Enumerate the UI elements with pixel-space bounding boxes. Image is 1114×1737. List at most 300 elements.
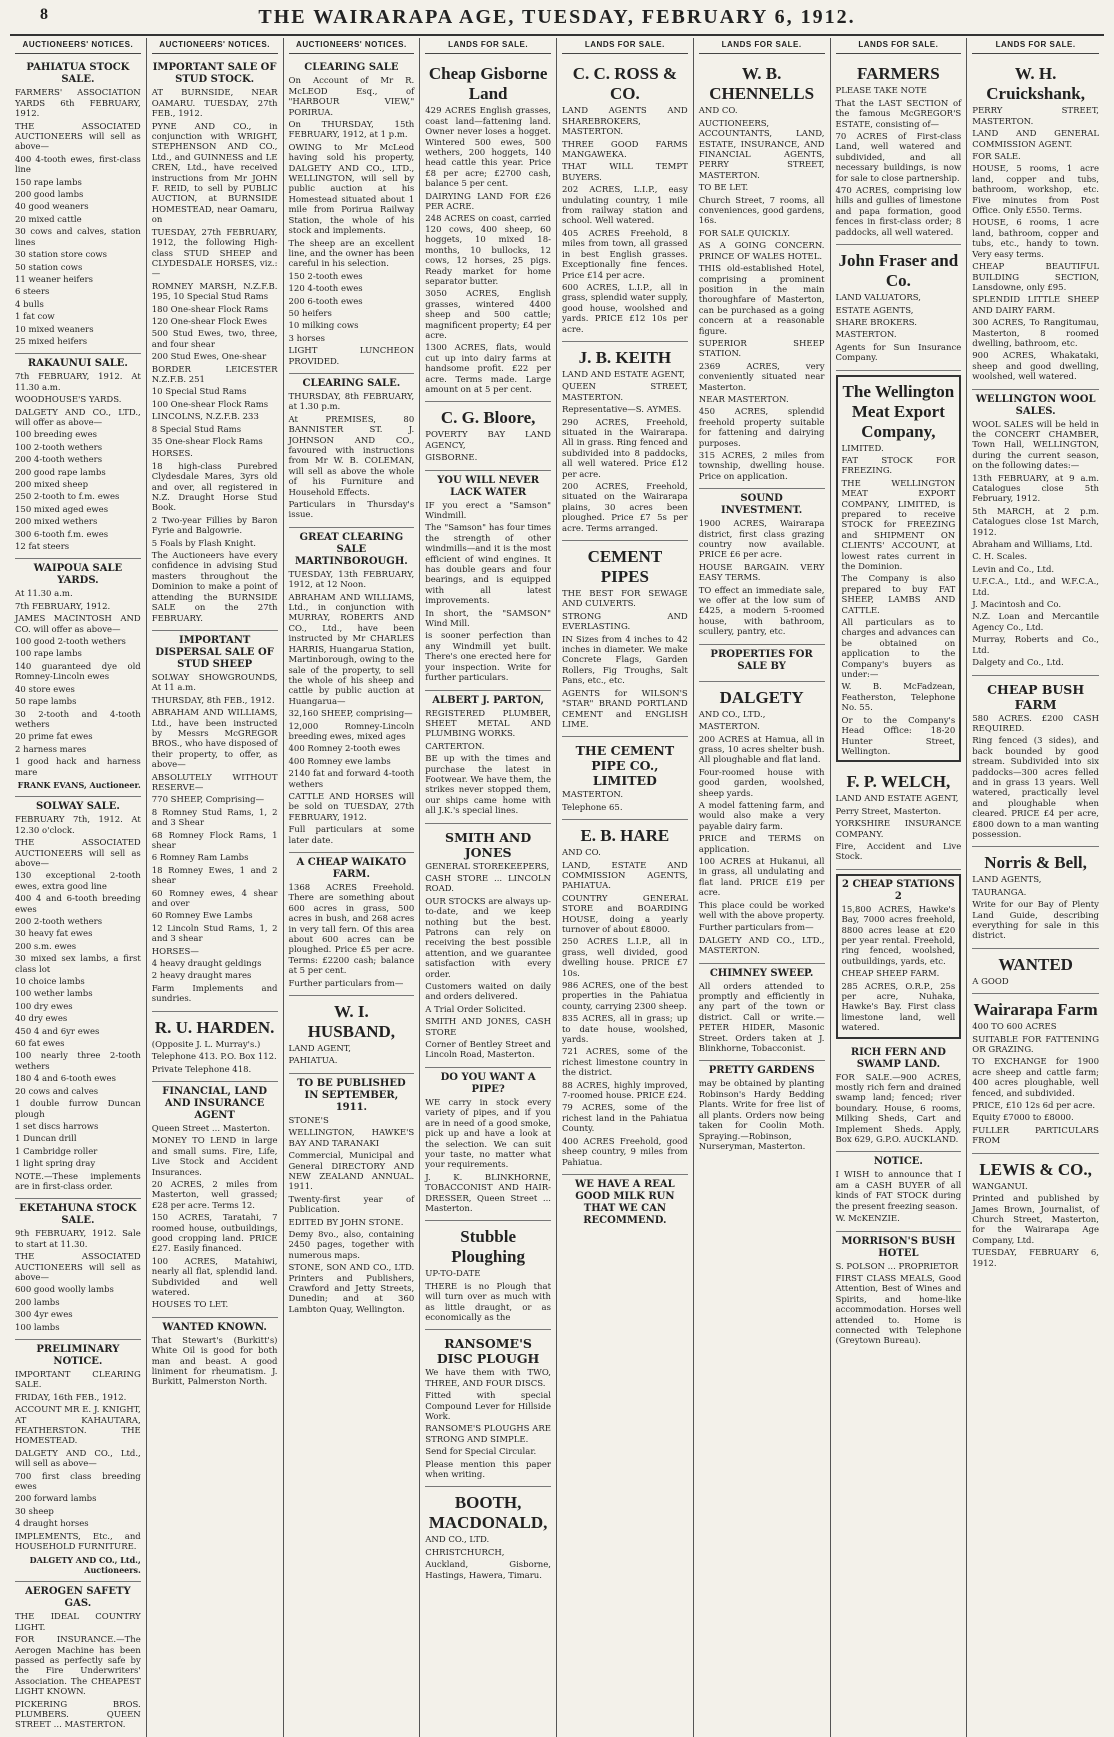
ad-text: PYNE AND CO., in conjunction with WRIGHT, STEPHENSON AND CO., Ltd., and GUINNESS and LE CREN, Ltd., have received instructions from Mr JOHN F. REID, to sell by PUBLIC AUCTION, at BURNSIDE HOMESTEAD, near Oamaru, on bbox=[151, 121, 278, 226]
ad-title: Norris & Bell, bbox=[984, 853, 1087, 873]
ad-title: THE CEMENT PIPE CO., LIMITED bbox=[575, 743, 675, 789]
ad-title: NOTICE. bbox=[873, 1156, 923, 1168]
ad-text: The sheep are an excellent line, and the owner has been careful in his selection. bbox=[288, 238, 415, 270]
ad-text: 200 ACRES at Hamua, all in grass, 10 acres shelter bush. All ploughable and flat land. bbox=[698, 734, 825, 766]
ad-text: UP-TO-DATE bbox=[425, 1269, 481, 1280]
ad-text: We have them with TWO, THREE, AND FOUR DISCS. bbox=[425, 1368, 551, 1389]
ad-text: Corner of Bentley Street and Lincoln Road, Masterton. bbox=[425, 1040, 551, 1061]
ad-title: J. B. KEITH bbox=[578, 347, 672, 367]
ad-text: 200 6-tooth ewes bbox=[288, 296, 363, 307]
ad-text: 700 first class breeding ewes bbox=[15, 1471, 141, 1493]
column-heading: AUCTIONEERS' NOTICES. bbox=[15, 38, 141, 54]
ad-text: Four-roomed house with good garden, woolshed, sheep yards. bbox=[698, 767, 825, 799]
ad-text: 10 choice lambs bbox=[15, 977, 85, 988]
ad-title: R. U. HARDEN. bbox=[154, 1017, 275, 1037]
ad-text: LAND AND ESTATE AGENT, bbox=[562, 369, 686, 380]
ad-text: 200 ACRES, Freehold, situated on the Wairarapa plains, 30 acres been ploughed. Price £7 5s per acre. Terms arranged. bbox=[562, 482, 688, 534]
ad-text: PICKERING BROS. PLUMBERS. QUEEN STREET ... MASTERTON. bbox=[15, 1699, 141, 1731]
ad-text: (Opposite J. L. Murray's.) bbox=[151, 1039, 261, 1050]
ad-text: 300 ACRES, To Rangitumau, Masterton, 8 roomed dwelling, bathroom, etc. bbox=[972, 318, 1099, 349]
ad-text: NEAR MASTERTON. bbox=[698, 394, 789, 405]
advertisement bbox=[289, 853, 415, 996]
ad-text: TO EXCHANGE for 1900 acre sheep and cattle farm; 400 acres ploughable, well fenced, and subdivided. bbox=[972, 1057, 1099, 1099]
ad-text: MONEY TO LEND in large and small sums. Fire, Life, Live Stock and Accident Insurances. bbox=[151, 1136, 278, 1178]
ad-text: In short, the "SAMSON" Wind Mill. bbox=[425, 608, 551, 630]
ad-title: A CHEAP WAIKATO FARM. bbox=[296, 857, 407, 880]
advertisement bbox=[836, 375, 962, 763]
ad-text: REGISTERED PLUMBER, SHEET METAL AND PLUMBING WORKS. bbox=[425, 708, 551, 740]
ad-title: Cheap Gisborne Land bbox=[428, 64, 548, 104]
ad-text: THE ASSOCIATED AUCTIONEERS will sell as above— bbox=[15, 1252, 141, 1283]
advertisement bbox=[425, 691, 551, 824]
ad-text: FULLER PARTICULARS FROM bbox=[972, 1125, 1099, 1147]
ad-text: 12 fat steers bbox=[15, 542, 70, 553]
ad-text: 835 ACRES, all in grass; up to date house, woolshed, yards. bbox=[562, 1014, 688, 1046]
ad-text: NOTE.—These implements are in first-class order. bbox=[15, 1171, 141, 1192]
ad-text: WE carry in stock every variety of pipes, and if you are in need of a good smoke, pick up and have a look at the selection. We can suit your taste, no matter what your requirements. bbox=[425, 1097, 551, 1171]
ad-text: 300 4yr ewes bbox=[15, 1310, 73, 1321]
masthead-rule bbox=[10, 34, 1104, 36]
column-2 bbox=[147, 38, 284, 1737]
advertisement bbox=[562, 342, 688, 541]
ad-text: TO BE LET. bbox=[698, 183, 749, 194]
ad-text: SOLWAY SHOWGROUNDS, At 11 a.m. bbox=[151, 672, 278, 694]
ad-title: ALBERT J. PARTON, bbox=[432, 694, 544, 706]
ad-text: 3 horses bbox=[288, 333, 326, 344]
ad-text: Perry Street, Masterton. bbox=[835, 806, 942, 817]
ad-text: 100 nearly three 2-tooth wethers bbox=[15, 1051, 141, 1072]
ad-title: CHEAP BUSH FARM bbox=[987, 681, 1085, 712]
ad-title: SMITH AND JONES bbox=[445, 829, 532, 860]
ad-text: 1 Duncan drill bbox=[15, 1134, 77, 1145]
ad-text: FOR SALE QUICKLY. bbox=[698, 228, 790, 239]
ad-text: 600 good woolly lambs bbox=[15, 1285, 114, 1296]
ad-text: 150 ACRES, Taratahi, 7 roomed house, outbuildings, good cropping land. PRICE £27. Easily financed. bbox=[151, 1213, 278, 1255]
advertisement bbox=[425, 1330, 551, 1487]
ad-title: RICH FERN AND SWAMP LAND. bbox=[850, 1046, 946, 1070]
ad-text: 20 prime fat ewes bbox=[15, 732, 93, 743]
ad-text: 11 weaner heifers bbox=[15, 274, 93, 285]
ad-title: BOOTH, MACDONALD, bbox=[428, 1493, 548, 1533]
ad-text: IN Sizes from 4 inches to 42 inches in diameter. We make Concrete Flags, Garden Rollers, Fig Troughs, Salt Pans, etc., etc. bbox=[562, 634, 688, 687]
column-6 bbox=[694, 38, 831, 1737]
ad-text: All particulars as to charges and advances can be obtained on application to the Company's buyers as under:— bbox=[841, 618, 956, 681]
ad-text: PERRY STREET, MASTERTON. bbox=[972, 106, 1099, 127]
ad-text: 30 heavy fat ewes bbox=[15, 929, 93, 940]
ad-text: SUPERIOR SHEEP STATION. bbox=[698, 338, 825, 360]
ad-text: 100 wether lambs bbox=[15, 989, 93, 1000]
ad-text: 5th MARCH, at 2 p.m. Catalogues close 1st March, 1912. bbox=[972, 506, 1099, 538]
ad-text: 200 forward lambs bbox=[15, 1494, 97, 1505]
ad-text: CARTERTON. bbox=[425, 741, 485, 752]
ad-text: LAND AND GENERAL COMMISSION AGENT. bbox=[972, 129, 1099, 150]
ad-text: QUEEN STREET, MASTERTON. bbox=[562, 382, 688, 403]
ad-text: S. POLSON ... PROPRIETOR bbox=[835, 1261, 959, 1272]
ad-text: 13th FEBRUARY, at 9 a.m. Catalogues close 5th February, 1912. bbox=[972, 473, 1099, 505]
newspaper-title: THE WAIRARAPA AGE, TUESDAY, FEBRUARY 6, 1912. bbox=[258, 6, 856, 28]
ad-text: ABSOLUTELY WITHOUT RESERVE— bbox=[151, 772, 278, 793]
ad-title: RAKAUNUI SALE. bbox=[27, 358, 128, 370]
ad-text: 100 ACRES at Hukanui, all in grass, all undulating and flat land. PRICE £19 per acre. bbox=[698, 856, 825, 899]
ad-text: HOUSE, 5 rooms, 1 acre land, copper and tubs, bathroom, workshop, etc. Five minutes from Post Office. Only £550. Terms. bbox=[972, 164, 1099, 217]
ad-text: LAND VALUATORS, bbox=[835, 293, 921, 304]
ad-title: CLEARING SALE. bbox=[302, 377, 401, 389]
ad-text: TUESDAY, 13th FEBRUARY, 1912, at 12 Noon. bbox=[288, 569, 415, 591]
ad-text: 400 Romney 2-tooth ewes bbox=[288, 744, 401, 755]
ad-text: That Stewart's (Burkitt's) White Oil is good for both man and beast. A good liniment for rheumatism. J. Burkitt, Palmerston North. bbox=[151, 1335, 278, 1388]
ad-text: LAND AGENTS, bbox=[972, 875, 1042, 886]
ad-text: Murray, Roberts and Co., Ltd. bbox=[972, 635, 1099, 656]
ad-text: 1 Cambridge roller bbox=[15, 1146, 98, 1157]
ad-text: POVERTY BAY LAND AGENCY, bbox=[425, 430, 551, 451]
ad-text: 1 fat cow bbox=[15, 312, 55, 323]
ad-text: 1 light spring dray bbox=[15, 1159, 96, 1170]
advertisement bbox=[836, 1232, 962, 1353]
ad-text: SMITH AND JONES, CASH STORE bbox=[425, 1017, 551, 1038]
ad-text: 9th FEBRUARY, 1912. Sale to start at 11.30. bbox=[15, 1229, 141, 1250]
ad-text: 20 mixed cattle bbox=[15, 214, 82, 225]
ad-text: 200 2-tooth wethers bbox=[15, 917, 103, 927]
ad-text: Twenty-first year of Publication. bbox=[288, 1194, 415, 1216]
ad-text: 315 ACRES, 2 miles from township, dwelling house. Price on application. bbox=[698, 451, 825, 482]
ad-text: 202 ACRES, L.I.P., easy undulating country, 1 mile from railway station and school. Well watered. bbox=[562, 185, 688, 227]
ad-title: W. H. Cruickshank, bbox=[986, 64, 1085, 104]
ad-text: 130 exceptional 2-tooth ewes, extra good line bbox=[15, 871, 141, 892]
ad-text: W. McKENZIE. bbox=[835, 1214, 900, 1225]
column-4 bbox=[420, 38, 557, 1737]
ad-text: THAT WILL TEMPT BUYERS. bbox=[562, 162, 688, 183]
advertisement bbox=[425, 1068, 551, 1221]
ad-text: 180 4 and 6-tooth ewes bbox=[15, 1074, 116, 1085]
ad-title: EKETAHUNA STOCK SALE. bbox=[19, 1203, 137, 1227]
ad-title: TO BE PUBLISHED IN SEPTEMBER, 1911. bbox=[297, 1077, 406, 1113]
ad-text: STRONG AND EVERLASTING. bbox=[562, 611, 688, 633]
ad-title: LEWIS & CO., bbox=[979, 1159, 1092, 1179]
ad-text: IMPLEMENTS, Etc., and HOUSEHOLD FURNITURE. bbox=[15, 1531, 141, 1553]
column-heading: LANDS FOR SALE. bbox=[425, 38, 551, 54]
ad-text: YORKSHIRE INSURANCE COMPANY. bbox=[835, 819, 962, 840]
ad-title: Wairarapa Farm bbox=[973, 1000, 1098, 1020]
ad-text: 3050 ACRES, English grasses, wintered 4400 sheep and 500 cattle; magnificent property; £4 per acre. bbox=[425, 289, 551, 341]
ad-text: 50 rape lambs bbox=[15, 697, 77, 708]
ad-text: 250 ACRES L.I.P., all in grass, well divided, good dwelling house. PRICE £7 10s. bbox=[562, 937, 688, 979]
ad-text: At PREMISES, 80 BANNISTER ST. J. JOHNSON AND CO., favoured with instructions from Mr W. B. COLEMAN, will sell as above the whole of his Furniture and Household Effects. bbox=[288, 414, 415, 498]
ad-title: PAHIATUA STOCK SALE. bbox=[26, 62, 130, 86]
advertisement bbox=[972, 1154, 1099, 1275]
ad-title: CLEARING SALE bbox=[304, 62, 399, 74]
ad-text: MASTERTON. bbox=[835, 330, 897, 341]
advertisement bbox=[289, 58, 415, 374]
ad-text: DALGETY AND CO., LTD., MASTERTON. bbox=[698, 935, 825, 957]
ad-text: Private Telephone 418. bbox=[151, 1064, 252, 1075]
ad-text: FRIDAY, 16th FEB., 1912. bbox=[15, 1392, 127, 1403]
ad-title: PRETTY GARDENS bbox=[708, 1065, 815, 1077]
ad-text: That the LAST SECTION of the famous McGREGOR'S ESTATE, consisting of— bbox=[835, 98, 962, 130]
ad-text: 400 Romney ewe lambs bbox=[288, 756, 391, 767]
ad-text: 6 steers bbox=[15, 287, 50, 298]
ad-text: 500 Stud Ewes, two, three, and four shear bbox=[151, 329, 278, 350]
ad-text: Abraham and Williams, Ltd. bbox=[972, 540, 1093, 551]
masthead bbox=[0, 6, 1114, 32]
ad-text: Fitted with special Compound Lever for Hillside Work. bbox=[425, 1391, 551, 1422]
advertisement bbox=[152, 58, 278, 631]
ad-text: is sooner perfection than any Windmill yet built. There's one erected here for your inspection. Write for further particulars. bbox=[425, 631, 551, 684]
ad-text: Full particulars at some later date. bbox=[288, 825, 415, 846]
advertisement bbox=[562, 58, 688, 342]
ad-text: THREE GOOD FARMS MANGAWEKA. bbox=[562, 139, 688, 161]
ad-text: ESTATE AGENTS, bbox=[835, 305, 914, 316]
advertisement bbox=[836, 58, 962, 245]
ad-text: 12,000 Romney-Lincoln breeding ewes, mixed ages bbox=[288, 721, 415, 742]
advertisement bbox=[562, 820, 688, 1175]
ad-title: DO YOU WANT A PIPE? bbox=[440, 1071, 536, 1095]
ad-text: THURSDAY, 8th FEBRUARY, at 1.30 p.m. bbox=[288, 391, 415, 413]
ad-text: 248 ACRES on coast, carried 120 cows, 400 sheep, 60 hoggets, 10 mixed 18-months, 10 bullocks, 12 cows, 12 horses, 25 pigs. Ready market for home separator butter. bbox=[425, 214, 551, 287]
ad-text: DAIRYING LAND FOR £26 PER ACRE. bbox=[425, 191, 551, 213]
advertisement bbox=[15, 1340, 141, 1582]
ad-text: Dalgety and Co., Ltd. bbox=[972, 658, 1064, 669]
ad-text: Particulars in Thursday's issue. bbox=[288, 500, 415, 521]
ad-text: THE IDEAL COUNTRY LIGHT. bbox=[15, 1612, 141, 1633]
ad-text: 300 6-tooth f.m. ewes bbox=[15, 529, 109, 540]
ad-text: 20 cows and calves bbox=[15, 1086, 99, 1097]
ad-title: F. P. WELCH, bbox=[846, 772, 951, 792]
ad-text: IMPORTANT CLEARING SALE. bbox=[15, 1370, 141, 1391]
ad-text: Further particulars from— bbox=[698, 923, 814, 934]
ad-text: 200 lambs bbox=[15, 1297, 60, 1308]
column-8 bbox=[967, 38, 1104, 1737]
ad-text: 6 Romney Ram Lambs bbox=[151, 853, 249, 864]
ad-text: 580 ACRES. £200 CASH REQUIRED. bbox=[972, 713, 1099, 734]
ad-text: 4 draught horses bbox=[15, 1519, 89, 1530]
ad-title: IMPORTANT DISPERSAL SALE OF STUD SHEEP bbox=[155, 634, 274, 670]
ad-text: STONE'S bbox=[288, 1115, 329, 1126]
ad-text: 200 good lambs bbox=[15, 190, 84, 201]
ad-text: AT BURNSIDE, NEAR OAMARU. TUESDAY, 27th FEB., 1912. bbox=[151, 88, 278, 120]
ad-text: 120 4-tooth ewes bbox=[288, 284, 363, 295]
ad-text: OUR STOCKS are always up-to-date, and we keep nothing but the best. Patrons can rely on receiving the best possible attention, and we guarantee satisfaction with every order. bbox=[425, 896, 551, 980]
ad-text: FARMERS' ASSOCIATION YARDS 6th FEBRUARY, 1912. bbox=[15, 88, 141, 120]
ad-text: 200 4-tooth wethers bbox=[15, 455, 103, 466]
advertisement bbox=[972, 949, 1099, 994]
advertisement bbox=[836, 1152, 962, 1231]
ad-text: A model fattening farm, and would also make a very payable dairy farm. bbox=[698, 800, 825, 832]
ad-text: 30 mixed sex lambs, a first class lot bbox=[15, 954, 141, 975]
ad-text: Commercial, Municipal and General DIRECTORY AND NEW ZEALAND ANNUAL. 1911. bbox=[288, 1151, 415, 1193]
ad-text: 40 store ewes bbox=[15, 684, 75, 695]
ad-text: 400 TO 600 ACRES bbox=[972, 1022, 1057, 1033]
ad-text: 400 ACRES Freehold, good sheep country, 9 miles from Pahiatua. bbox=[562, 1136, 688, 1168]
ad-title: W. B. CHENNELLS bbox=[709, 64, 815, 104]
advertisement bbox=[699, 645, 825, 682]
ad-title: YOU WILL NEVER LACK WATER bbox=[437, 474, 540, 498]
ad-text: THE ASSOCIATED AUCTIONEERS will sell as above— bbox=[15, 838, 141, 869]
ad-text: 15,800 ACRES, Hawke's Bay, 7000 acres freehold, 8800 acres lease at £20 per year rental. Freehold, ring fenced, woolshed, outbuildings, yards, etc. bbox=[841, 904, 956, 967]
ad-text: 986 ACRES, one of the best properties in the Pahiatua county, carrying 2300 sheep. bbox=[562, 981, 688, 1012]
ad-text: U.F.C.A., Ltd., and W.F.C.A., Ltd. bbox=[972, 577, 1099, 598]
ad-text: 30 station store cows bbox=[15, 250, 107, 261]
ad-text: 250 2-tooth to f.m. ewes bbox=[15, 492, 120, 503]
ad-text: ABRAHAM AND WILLIAMS, Ltd., in conjunction with MURRAY, ROBERTS AND CO., Ltd., have been instructed by Mr CHARLES HARRIS, Huangarua Station, Martinborough, owing to the sale of the property, to sell the whole of his sheep and cattle by public auction at Huangarua— bbox=[288, 592, 415, 707]
advertisement bbox=[425, 1221, 551, 1330]
ad-text: 100 lambs bbox=[15, 1322, 60, 1333]
ad-text: J. K. BLINKHORNE, TOBACCONIST AND HAIR-DRESSER, Queen Street ... Masterton. bbox=[425, 1172, 551, 1214]
ad-text: 1300 ACRES, flats, would cut up into dairy farms at handsome profit. £22 per acre. Terms made. Large amount on at 5 per cent. bbox=[425, 343, 551, 395]
ad-text: DALGETY AND CO., Ltd., will sell as above— bbox=[15, 1448, 141, 1470]
advertisement bbox=[562, 1175, 688, 1235]
ad-text: GENERAL STOREKEEPERS, bbox=[425, 861, 550, 872]
ad-text: HOUSE, 6 rooms, 1 acre land, bathroom, copper and tubs, etc., handy to town. Very easy terms. bbox=[972, 218, 1099, 260]
ad-text: 88 ACRES, highly improved, 7-roomed house. PRICE £24. bbox=[562, 1080, 688, 1102]
ad-text: 2 harness mares bbox=[15, 744, 87, 755]
ad-text: Fire, Accident and Live Stock. bbox=[835, 841, 962, 863]
ad-text: 470 ACRES, comprising low hills and gullies of limestone and papa formation, good fences in first-class order; 8 paddocks, all well watered. bbox=[835, 186, 962, 238]
ad-text: HOUSE BARGAIN. VERY EASY TERMS. bbox=[698, 562, 825, 584]
ad-title: FARMERS bbox=[856, 64, 940, 84]
advertisement bbox=[836, 766, 962, 869]
ad-text: ABRAHAM AND WILLIAMS, Ltd., have been instructed by Messrs McGREGOR BROS., who have disposed of their property, to offer, as above— bbox=[151, 708, 278, 771]
ad-text: ROMNEY MARSH, N.Z.F.B. 195, 10 Special Stud Rams bbox=[151, 281, 278, 303]
advertisement bbox=[152, 1318, 278, 1394]
advertisement bbox=[562, 737, 688, 820]
ad-text: TUESDAY, FEBRUARY 6, 1912. bbox=[972, 1248, 1099, 1269]
ad-text: 405 ACRES Freehold, 8 miles from town, all grassed in best English grasses. Exceptionally fine fences. Price £14 per acre. bbox=[562, 228, 688, 281]
ad-text: AS A GOING CONCERN. PRINCE OF WALES HOTEL. bbox=[698, 241, 825, 262]
ad-text: LAND AGENT, bbox=[288, 1044, 351, 1055]
advertisement bbox=[836, 245, 962, 370]
ad-text: N.Z. Loan and Mercantile Agency Co., Ltd. bbox=[972, 612, 1099, 633]
column-heading: LANDS FOR SALE. bbox=[699, 38, 825, 54]
advertisement bbox=[289, 1074, 415, 1321]
ad-text: 450 ACRES, splendid freehold property suitable for fattening and dairying purposes. bbox=[698, 407, 825, 449]
ad-text: Write for our Bay of Plenty Land Guide, describing everything for sale in this district. bbox=[972, 900, 1099, 942]
ad-text: 1 set discs harrows bbox=[15, 1121, 99, 1132]
advertisement bbox=[972, 390, 1099, 676]
ad-text: 150 mixed aged ewes bbox=[15, 504, 109, 515]
ad-text: LIGHT LUNCHEON PROVIDED. bbox=[288, 346, 415, 367]
ad-text: 10 mixed weaners bbox=[15, 324, 94, 335]
ad-text: 40 good weaners bbox=[15, 202, 89, 213]
ad-text: OWING to Mr McLeod having sold his property, DALGETY AND CO., LTD., WELLINGTON, will sell by public auction at his Homestead situated about 1 mile from Porirua Railway Station, the whole of his stock and implements. bbox=[288, 142, 415, 237]
ad-text: On Account of Mr R. McLEOD Esq., of "HARBOUR VIEW," PORIRUA. bbox=[288, 76, 415, 118]
ad-title: 2 CHEAP STATIONS 2 bbox=[842, 878, 955, 902]
ad-text: Customers waited on daily and orders delivered. bbox=[425, 982, 551, 1003]
ad-text: Farm Implements and sundries. bbox=[151, 983, 278, 1005]
ad-text: 4 bulls bbox=[15, 299, 44, 310]
ad-text: 200 mixed wethers bbox=[15, 517, 98, 528]
ad-text: CHEAP SHEEP FARM. bbox=[841, 969, 940, 980]
advertisement bbox=[699, 1061, 825, 1158]
ad-text: BORDER LEICESTER N.Z.F.B. 251 bbox=[151, 364, 278, 385]
ad-text: 429 ACRES English grasses, coast land—fattening land. Owner never loses a hogget. Wintered 500 ewes, 500 wethers, 200 hoggets, 140 head cattle this year. Price £8 per acre; £2700 cash, balance 5 per cent. bbox=[425, 106, 551, 190]
ad-title: Stubble Ploughing bbox=[451, 1227, 525, 1267]
ad-title: PRELIMINARY NOTICE. bbox=[36, 1344, 120, 1367]
ad-text: The Company is also prepared to buy FAT SHEEP, LAMBS AND CATTLE. bbox=[841, 574, 956, 616]
ad-text: FOR SALE.—900 ACRES, mostly rich fern and drained swamp land; fenced; river boundary. House, 6 rooms, Milking Sheds, Cart and Implement Sheds. Apply, Box 629, G.P.O. AUCKLAND. bbox=[835, 1072, 962, 1146]
advertisement bbox=[15, 58, 141, 354]
ad-text: 100 breeding ewes bbox=[15, 430, 97, 441]
advertisement bbox=[15, 797, 141, 1199]
ad-text: I WISH to announce that I am a CASH BUYER of all kinds of FAT STOCK during the present freezing season. bbox=[835, 1170, 962, 1212]
ad-title: E. B. HARE bbox=[580, 826, 670, 846]
ad-text: Further particulars from— bbox=[288, 978, 404, 989]
ad-text: 100 2-tooth wethers bbox=[15, 442, 103, 453]
ad-text: AND CO., LTD., bbox=[698, 709, 766, 720]
ad-text: 4 heavy draught geldings bbox=[151, 959, 262, 970]
advertisement bbox=[972, 994, 1099, 1153]
ad-text: THE ASSOCIATED AUCTIONEERS will sell as above— bbox=[15, 121, 141, 153]
ad-text: Agents for Sun Insurance Company. bbox=[835, 342, 962, 364]
ad-text: 18 Romney Ewes, 1 and 2 shear bbox=[151, 865, 278, 887]
ad-text: 900 ACRES, Whakataki, sheep and good dwelling, woolshed, well watered. bbox=[972, 351, 1099, 383]
advertisement bbox=[972, 58, 1099, 389]
ad-title: FINANCIAL, LAND AND INSURANCE AGENT bbox=[162, 1085, 268, 1121]
ad-text: 100 good 2-tooth wethers bbox=[15, 637, 126, 648]
column-heading: AUCTIONEERS' NOTICES. bbox=[152, 38, 278, 54]
ad-text: 30 cows and calves, station lines bbox=[15, 227, 141, 248]
ad-text: 200 s.m. ewes bbox=[15, 941, 77, 952]
ad-text: 450 4 and 6yr ewes bbox=[15, 1026, 100, 1037]
ad-text: 18 high-class Purebred Clydesdale Mares, 3yrs old and over, all registered in N.Z. Draught Horse Stud Book. bbox=[151, 461, 278, 514]
ad-text: 20 ACRES, 2 miles from Masterton, well grassed; £28 per acre. Terms 12. bbox=[151, 1179, 278, 1211]
ad-text: HORSES. bbox=[151, 449, 193, 460]
column-5 bbox=[557, 38, 694, 1737]
ad-text: PRICE, £10 12s 6d per acre. bbox=[972, 1101, 1096, 1112]
ad-text: LINCOLNS, N.Z.F.B. 233 bbox=[151, 412, 259, 423]
column-heading: AUCTIONEERS' NOTICES. bbox=[289, 38, 415, 54]
ad-text: At 11.30 a.m. bbox=[15, 589, 73, 600]
ad-text: 70 ACRES of First-class Land, well watered and subdivided, and all necessary buildings, is now for sale to close partnership. bbox=[835, 132, 962, 184]
ad-text: 100 One-shear Flock Rams bbox=[151, 399, 269, 410]
ad-text: LIMITED. bbox=[841, 443, 884, 454]
ad-text: A Trial Order Solicited. bbox=[425, 1004, 526, 1015]
ad-text: 290 ACRES, Freehold, situated in the Wairarapa. All in grass. Ring fenced and subdivided into 8 paddocks, all well watered. Price £12 per acre. bbox=[562, 417, 688, 480]
advertisement bbox=[425, 471, 551, 691]
ad-text: THERE is no Plough that will turn over as much with as little draught, or as economically as the bbox=[425, 1281, 551, 1323]
ad-text: MASTERTON. bbox=[698, 722, 760, 733]
ad-text: Ring fenced (3 sides), and back bounded by good stream. Subdivided into six paddocks—300 acres felled and in grass 13 years. Well watered, practically level and ploughable when cleared. PRICE £4 per acre, £800 down to a man wanting possession. bbox=[972, 736, 1099, 840]
ad-text: 150 2-tooth ewes bbox=[288, 271, 363, 282]
ad-text: 150 rape lambs bbox=[15, 177, 82, 188]
column-3 bbox=[284, 38, 421, 1737]
ad-text: Equity £7000 to £8000. bbox=[972, 1113, 1074, 1124]
ad-text: FOR INSURANCE.—The Aerogen Machine has been passed as perfectly safe by the Fire Underwriters' Association. The CHEAPEST LIGHT KNOWN. bbox=[15, 1635, 141, 1698]
advertisement bbox=[15, 1582, 141, 1736]
ad-text: LAND AGENTS AND SHAREBROKERS, MASTERTON. bbox=[562, 106, 688, 138]
ad-text: WOOL SALES will be held in the CONCERT CHAMBER, Town Hall, WELLINGTON, during the current season, on the following dates:— bbox=[972, 419, 1099, 472]
ad-text: 50 station cows bbox=[15, 262, 83, 273]
ad-text: LAND, ESTATE AND COMMISSION AGENTS, PAHIATUA. bbox=[562, 860, 688, 892]
advertisement bbox=[152, 1012, 278, 1082]
ad-text: Telephone 65. bbox=[562, 802, 623, 813]
ad-text: Church Street, 7 rooms, all conveniences, good gardens, 16s. bbox=[698, 195, 825, 227]
ad-title: RANSOME'S DISC PLOUGH bbox=[436, 1336, 540, 1367]
ad-text: Send for Special Circular. bbox=[425, 1447, 537, 1458]
ad-text: 180 One-shear Flock Rams bbox=[151, 304, 269, 315]
advertisement bbox=[972, 676, 1099, 848]
ad-text: AGENTS for WILSON'S "STAR" BRAND PORTLAND CEMENT and ENGLISH LIME. bbox=[562, 688, 688, 730]
ad-text: 140 guaranteed dye old Romney-Lincoln ewes bbox=[15, 661, 141, 683]
ad-text: Representative—S. AYMES. bbox=[562, 405, 682, 416]
ad-title: PROPERTIES FOR SALE BY bbox=[710, 648, 813, 672]
ad-title: DALGETY bbox=[719, 687, 804, 707]
ad-text: 1 double furrow Duncan plough bbox=[15, 1099, 141, 1120]
ad-text: THIS old-established Hotel, comprising a prominent position in the main thoroughfare of Masterton, can be purchased as a going concern at a reasonable figure. bbox=[698, 264, 825, 337]
ad-text: THE WELLINGTON MEAT EXPORT COMPANY, LIMITED, is prepared to receive STOCK for FREEZING and SHIPMENT ON CLIENTS' ACCOUNT, at lowest rates current in the Dominion. bbox=[841, 478, 956, 572]
ad-text: CASH STORE ... LINCOLN ROAD. bbox=[425, 873, 551, 895]
ad-text: 7th FEBRUARY, 1912. bbox=[15, 601, 111, 612]
ad-title: MORRISON'S BUSH HOTEL bbox=[841, 1235, 956, 1259]
